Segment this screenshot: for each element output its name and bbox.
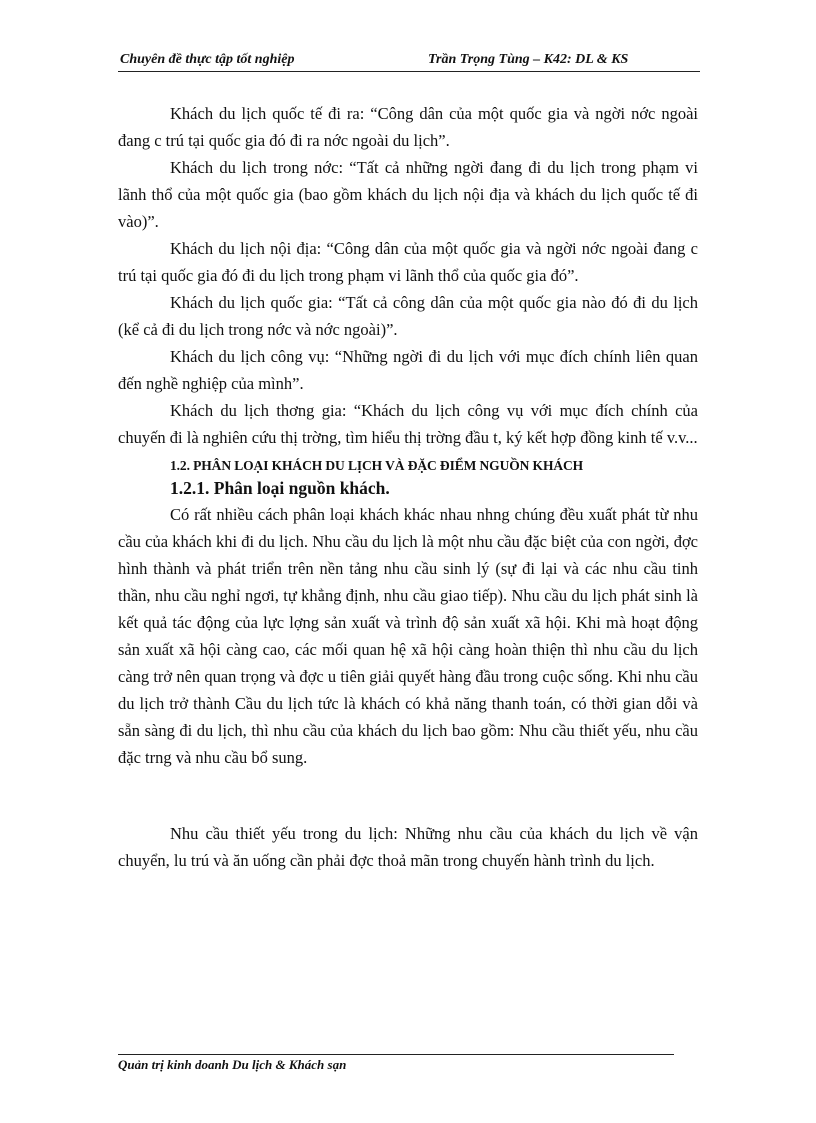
header-title: Chuyên đề thực tập tốt nghiệp <box>120 52 295 67</box>
page-header <box>118 52 700 70</box>
paragraph-domestic-all: Khách du lịch trong nớc: “Tất cả những ngời đang đi du lịch trong phạm vi lãnh thổ của một quốc gia (bao gồm khách du lịch nội địa và khách du lịch quốc tế đi vào)”. <box>118 158 698 231</box>
footer-text: Quản trị kinh doanh Du lịch & Khách sạn <box>118 1057 347 1072</box>
paragraph-business: Khách du lịch công vụ: “Những ngời đi du lịch với mục đích chính liên quan đến nghề nghiệp của mình”. <box>118 347 698 393</box>
page-footer <box>118 1054 674 1073</box>
paragraph-essential-needs: Nhu cầu thiết yếu trong du lịch: Những nhu cầu của khách du lịch về vận chuyển, lu trú và ăn uống cần phải đợc thoả mãn trong chuyến hành trình du lịch. <box>118 824 698 870</box>
paragraph-intl-outbound: Khách du lịch quốc tế đi ra: “Công dân của một quốc gia và ngời nớc ngoài đang c trú tại quốc gia đó đi ra nớc ngoài du lịch”. <box>118 104 698 150</box>
paragraph-trade: Khách du lịch thơng gia: “Khách du lịch công vụ với mục đích chính của chuyến đi là nghiên cứu thị trờng, tìm hiểu thị trờng đầu t, ký kết hợp đồng kinh tế v.v... <box>118 401 698 447</box>
paragraph-domestic: Khách du lịch nội địa: “Công dân của một quốc gia và ngời nớc ngoài đang c trú tại quốc gia đó đi du lịch trong phạm vi lãnh thổ của quốc gia đó”. <box>118 239 698 285</box>
section-heading: 1.2. PHÂN LOẠI KHÁCH DU LỊCH VÀ ĐẶC ĐIỂM NGUỒN KHÁCH <box>170 458 584 473</box>
header-author: Trần Trọng Tùng – K42: DL & KS <box>428 52 629 67</box>
paragraph-national: Khách du lịch quốc gia: “Tất cả công dân của một quốc gia nào đó đi du lịch (kể cả đi du lịch trong nớc và nớc ngoài)”. <box>118 293 698 339</box>
header-rule <box>118 71 700 72</box>
paragraph-classification: Có rất nhiều cách phân loại khách khác nhau nhng chúng đều xuất phát từ nhu cầu của khách khi đi du lịch. Nhu cầu du lịch là một nhu cầu đặc biệt của con ngời, đợc hình thành và phát triển trên nền tảng nhu cầu sinh lý (sự đi lại và các nhu cầu tinh thần, nhu cầu nghỉ ngơi, tự khẳng định, nhu cầu giao tiếp). Nhu cầu du lịch phát sinh là kết quả tác động của lực lợng sản xuất và trình độ sản xuất xã hội. Khi mà hoạt động sản xuất xã hội càng cao, các mối quan hệ xã hội càng hoàn thiện thì nhu cầu du lịch càng trở nên quan trọng và đợc u tiên giải quyết hàng đầu trong cuộc sống. Khi nhu cầu du lịch trở thành Cầu du lịch tức là khách có khả năng thanh toán, có thời gian dỗi và sẵn sàng đi du lịch, thì nhu cầu của khách du lịch bao gồm: Nhu cầu thiết yếu, nhu cầu đặc trng và nhu cầu bổ sung. <box>118 505 698 767</box>
footer-rule <box>118 1054 674 1055</box>
document-body <box>118 100 698 874</box>
blank-space <box>118 771 698 820</box>
subsection-heading: 1.2.1. Phân loại nguồn khách. <box>170 478 390 498</box>
